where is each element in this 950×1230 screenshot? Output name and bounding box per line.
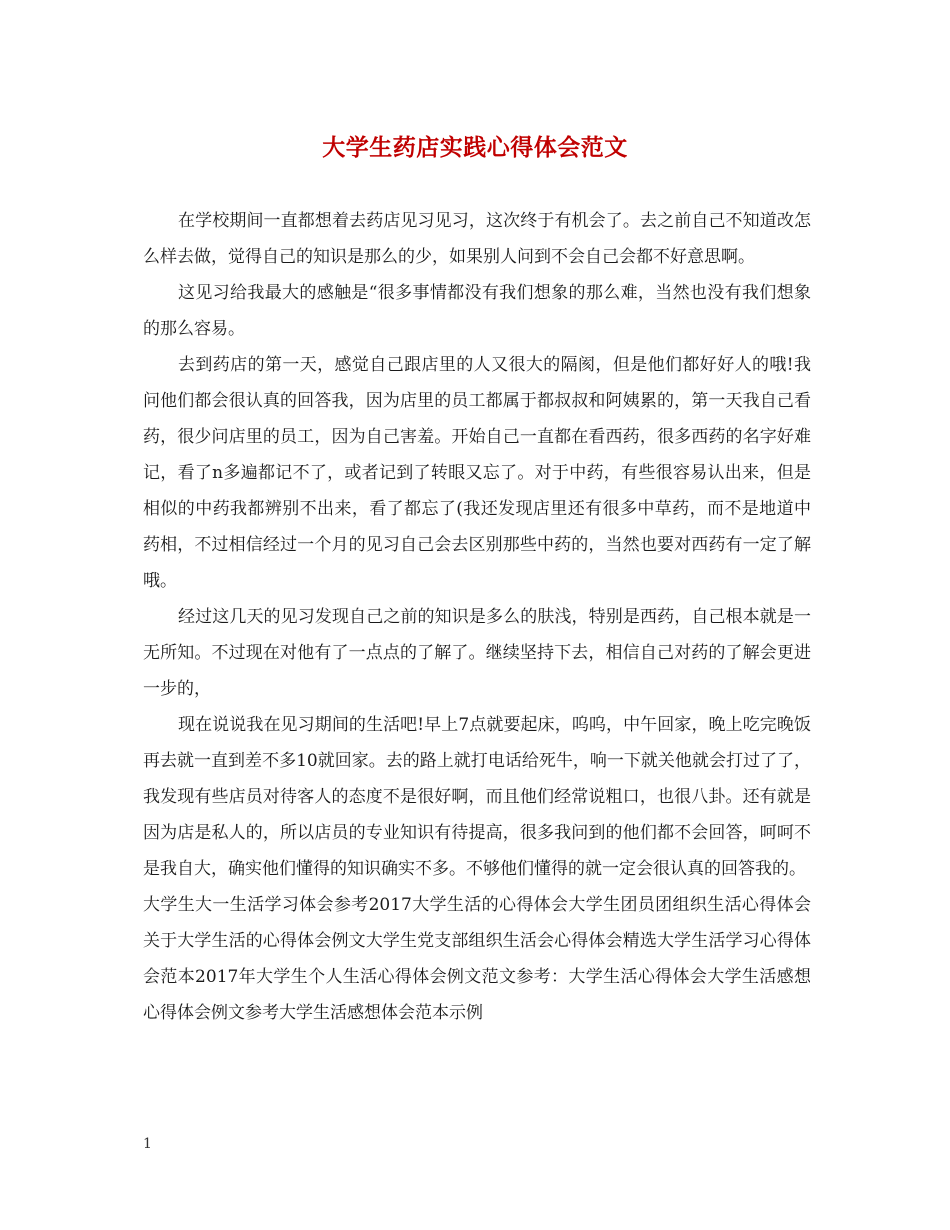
document-title: 大学生药店实践心得体会范文 xyxy=(322,134,628,161)
page-number: 1 xyxy=(143,1136,152,1152)
related-articles-text: 大学生大一生活学习体会参考2017大学生活的心得体会大学生团员团组织生活心得体会关于大学生活的心得体会例文大学生党支部组织生活会心得体会精选大学生活学习心得体会范本2017年大学生个人生活心得体会例文范文参考：大学生活心得体会大学生活感想心得体会例文参考大学生活感想体会范本示例 xyxy=(143,895,811,1023)
document-body xyxy=(143,203,811,1031)
body-paragraph: 经过这几天的见习发现自己之前的知识是多么的肤浅，特别是西药，自己根本就是一无所知。不过现在对他有了一点点的了解了。继续坚持下去，相信自己对药的了解会更进一步的， xyxy=(143,607,811,699)
body-paragraph: 这见习给我最大的感触是“很多事情都没有我们想象的那么难，当然也没有我们想象的那么容易。 xyxy=(143,283,811,339)
body-paragraph: 现在说说我在见习期间的生活吧!早上7点就要起床，呜呜，中午回家，晚上吃完晚饭再去就一直到差不多10就回家。去的路上就打电话给死牛，响一下就关他就会打过了了，我发现有些店员对待客人的态度不是很好啊，而且他们经常说粗口，也很八卦。还有就是因为店是私人的，所以店员的专业知识有待提高，很多我问到的他们都不会回答，呵呵不是我自大，确实他们懂得的知识确实不多。不够他们懂得的就一定会很认真的回答我的。 xyxy=(143,715,811,879)
body-paragraph: 去到药店的第一天，感觉自己跟店里的人又很大的隔阂，但是他们都好好人的哦!我问他们都会很认真的回答我，因为店里的员工都属于都叔叔和阿姨累的，第一天我自己看药，很少问店里的员工，因为自己害羞。开始自己一直都在看西药，很多西药的名字好难记，看了n多遍都记不了，或者记到了转眼又忘了。对于中药，有些很容易认出来，但是相似的中药我都辨别不出来，看了都忘了(我还发现店里还有很多中草药，而不是地道中药相，不过相信经过一个月的见习自己会去区别那些中药的，当然也要对西药有一定了解哦。 xyxy=(143,355,811,591)
body-paragraph: 在学校期间一直都想着去药店见习见习，这次终于有机会了。去之前自己不知道改怎么样去做，觉得自己的知识是那么的少，如果别人问到不会自己会都不好意思啊。 xyxy=(143,211,811,267)
